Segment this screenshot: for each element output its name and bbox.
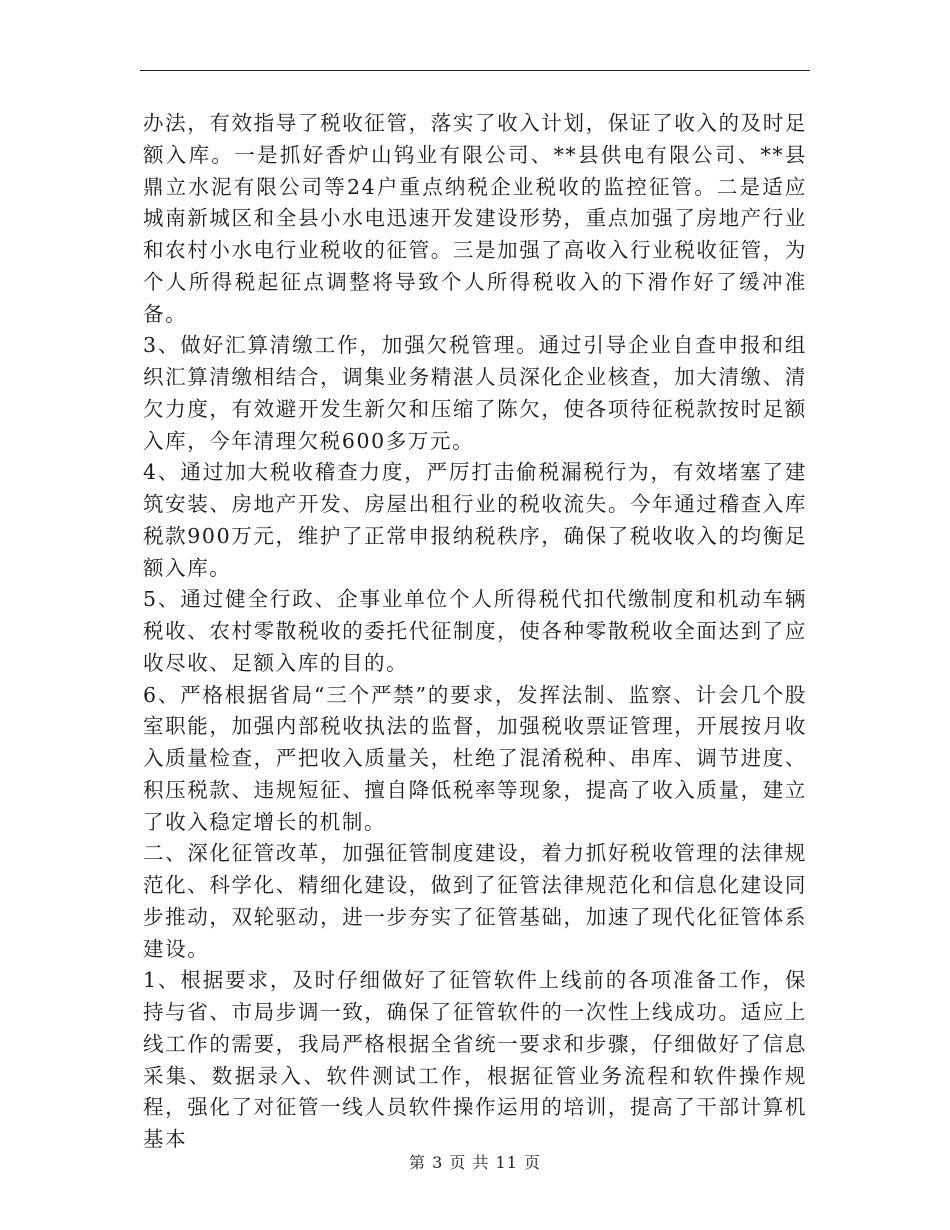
footer-middle: 页 共 [449,1153,490,1172]
paragraph: 6、严格根据省局“三个严禁”的要求，发挥法制、监察、计会几个股室职能，加强内部税收执法的监督，加强税收票证管理，开展按月收入质量检查，严把收入质量关，杜绝了混淆税种、串库、调节进度、积压税款、违规短征、擅自降低税率等现象，提高了收入质量，建立了收入稳定增长的机制。 [143,682,807,834]
footer-prefix: 第 [408,1153,426,1172]
paragraph: 办法，有效指导了税收征管，落实了收入计划，保证了收入的及时足额入库。一是抓好香炉山钨业有限公司、**县供电有限公司、**县鼎立水泥有限公司等24户重点纳税企业税收的监控征管。二是适应城南新城区和全县小水电迅速开发建设形势，重点加强了房地产行业和农村小水电行业税收的征管。三是加强了高收入行业税收征管，为个人所得税起征点调整将导致个人所得税收入的下滑作好了缓冲准备。 [143,111,807,326]
paragraph: 二、深化征管改革，加强征管制度建设，着力抓好税收管理的法律规范化、科学化、精细化建设，做到了征管法律规范化和信息化建设同步推动，双轮驱动，进一步夯实了征管基础，加速了现代化征管体系建设。 [143,841,807,961]
page-footer [0,1150,950,1173]
paragraph: 5、通过健全行政、企事业单位个人所得税代扣代缴制度和机动车辆税收、农村零散税收的委托代征制度，使各种零散税收全面达到了应收尽收、足额入库的目的。 [143,587,807,675]
footer-page-number: 3 [432,1153,444,1172]
document-body [143,108,807,1156]
paragraph: 1、根据要求，及时仔细做好了征管软件上线前的各项准备工作，保持与省、市局步调一致，确保了征管软件的一次性上线成功。适应上线工作的需要，我局严格根据全省统一要求和步骤，仔细做好了信息采集、数据录入、软件测试工作，根据征管业务流程和软件操作规程，强化了对征管一线人员软件操作运用的培训，提高了干部计算机基本 [143,968,807,1151]
footer-suffix: 页 [524,1153,542,1172]
paragraph: 3、做好汇算清缴工作，加强欠税管理。通过引导企业自查申报和组织汇算清缴相结合，调集业务精湛人员深化企业核查，加大清缴、清欠力度，有效避开发生新欠和压缩了陈欠，使各项待征税款按时足额入库，今年清理欠税600多万元。 [143,333,807,453]
footer-total-pages: 11 [495,1153,518,1172]
header-rule [140,70,810,71]
paragraph: 4、通过加大税收稽查力度，严厉打击偷税漏税行为，有效堵塞了建筑安装、房地产开发、房屋出租行业的税收流失。今年通过稽查入库税款900万元，维护了正常申报纳税秩序，确保了税收收入的均衡足额入库。 [143,460,807,580]
